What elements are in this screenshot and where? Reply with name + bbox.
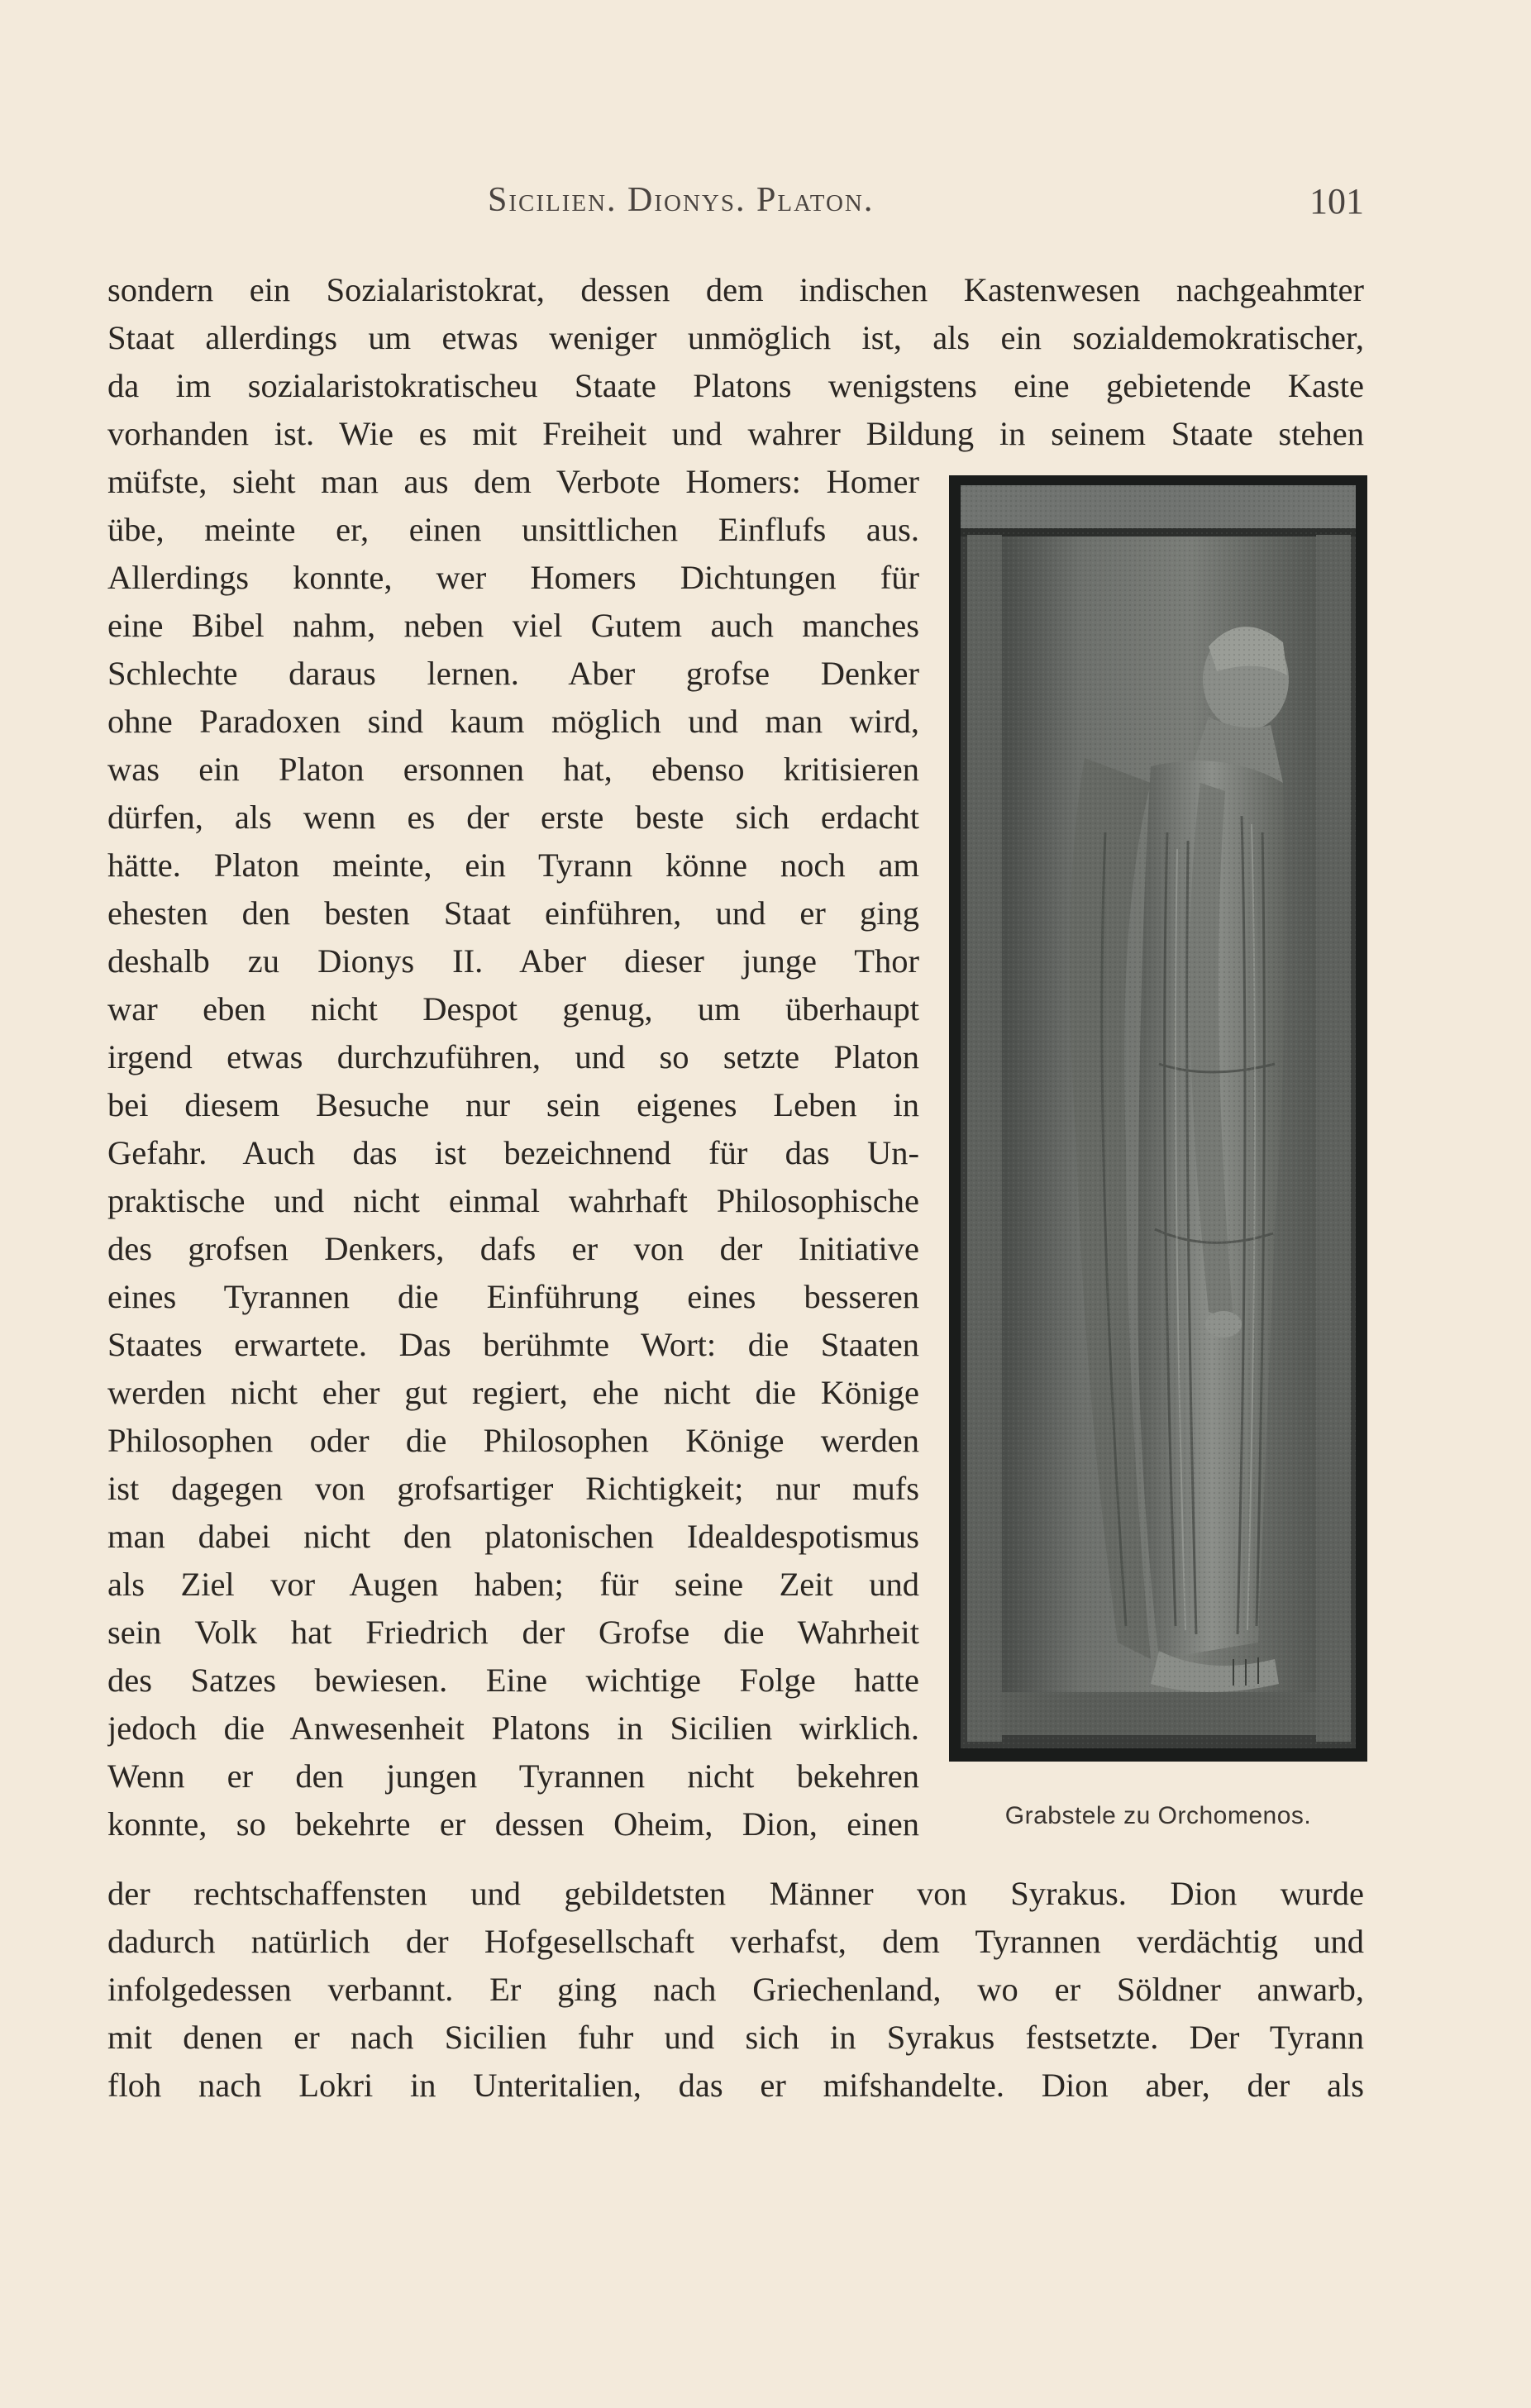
text-line: Staat allerdings um etwas weniger unmöglich ist, als ein sozialdemokratischer, — [107, 319, 1364, 356]
text-line: der rechtschaffensten und gebildetsten Männer von Syrakus. Dion wurde — [107, 1875, 1364, 1912]
page-header — [107, 180, 1364, 230]
text-line: sondern ein Sozialaristokrat, dessen dem indischen Kastenwesen nachgeahmter — [107, 271, 1364, 308]
text-line: übe, meinte er, einen unsittlichen Einflufs aus. — [107, 511, 919, 548]
text-line: des Satzes bewiesen. Eine wichtige Folge hatte — [107, 1662, 919, 1699]
text-line: war eben nicht Despot genug, um überhaupt — [107, 990, 919, 1028]
text-line: bei diesem Besuche nur sein eigenes Leben in — [107, 1086, 919, 1123]
text-line: des grofsen Denkers, dafs er von der Initiative — [107, 1230, 919, 1267]
text-line: dadurch natürlich der Hofgesellschaft verhafst, dem Tyrannen verdächtig und — [107, 1923, 1364, 1960]
text-line: praktische und nicht einmal wahrhaft Philosophische — [107, 1182, 919, 1219]
text-line: mit denen er nach Sicilien fuhr und sich in Syrakus festsetzte. Der Tyrann — [107, 2019, 1364, 2056]
text-line: hätte. Platon meinte, ein Tyrann könne noch am — [107, 846, 919, 884]
page-number: 101 — [1309, 181, 1364, 222]
text-line: eine Bibel nahm, neben viel Gutem auch manches — [107, 607, 919, 644]
text-line: man dabei nicht den platonischen Idealdespotismus — [107, 1518, 919, 1555]
text-line: jedoch die Anwesenheit Platons in Sicilien wirklich. — [107, 1709, 919, 1747]
text-line: ehesten den besten Staat einführen, und er ging — [107, 894, 919, 932]
text-line: dürfen, als wenn es der erste beste sich erdacht — [107, 799, 919, 836]
text-line: ohne Paradoxen sind kaum möglich und man wird, — [107, 703, 919, 740]
text-line: was ein Platon ersonnen hat, ebenso kritisieren — [107, 751, 919, 788]
text-line: müfste, sieht man aus dem Verbote Homers: Homer — [107, 463, 919, 500]
text-line: Schlechte daraus lernen. Aber grofse Denker — [107, 655, 919, 692]
text-line: werden nicht eher gut regiert, ehe nicht die Könige — [107, 1374, 919, 1411]
text-line: Gefahr. Auch das ist bezeichnend für das Un- — [107, 1134, 919, 1171]
figure-caption: Grabstele zu Orchomenos. — [1004, 1802, 1312, 1829]
stele-relief-image — [961, 485, 1356, 1748]
text-line: deshalb zu Dionys II. Aber dieser junge Thor — [107, 942, 919, 980]
text-line: da im sozialaristokratischeu Staate Platons wenigstens eine gebietende Kaste — [107, 367, 1364, 404]
text-line: vorhanden ist. Wie es mit Freiheit und wahrer Bildung in seinem Staate stehen — [107, 415, 1364, 452]
text-line: Allerdings konnte, wer Homers Dichtungen für — [107, 559, 919, 596]
text-line: Wenn er den jungen Tyrannen nicht bekehren — [107, 1757, 919, 1795]
text-line: Philosophen oder die Philosophen Könige werden — [107, 1422, 919, 1459]
grave-stele-illustration — [949, 475, 1367, 1762]
text-line: Staates erwartete. Das berühmte Wort: die Staaten — [107, 1326, 919, 1363]
text-line: irgend etwas durchzuführen, und so setzte Platon — [107, 1038, 919, 1075]
text-line: eines Tyrannen die Einführung eines besseren — [107, 1278, 919, 1315]
text-line: konnte, so bekehrte er dessen Oheim, Dion, einen — [107, 1805, 919, 1843]
text-line: ist dagegen von grofsartiger Richtigkeit; nur mufs — [107, 1470, 919, 1507]
text-line: floh nach Lokri in Unteritalien, das er mifshandelte. Dion aber, der als — [107, 2067, 1364, 2104]
text-line: als Ziel vor Augen haben; für seine Zeit und — [107, 1566, 919, 1603]
text-line: sein Volk hat Friedrich der Grofse die Wahrheit — [107, 1614, 919, 1651]
text-line: infolgedessen verbannt. Er ging nach Griechenland, wo er Söldner anwarb, — [107, 1971, 1364, 2008]
running-head: Sicilien. Dionys. Platon. — [488, 181, 875, 219]
